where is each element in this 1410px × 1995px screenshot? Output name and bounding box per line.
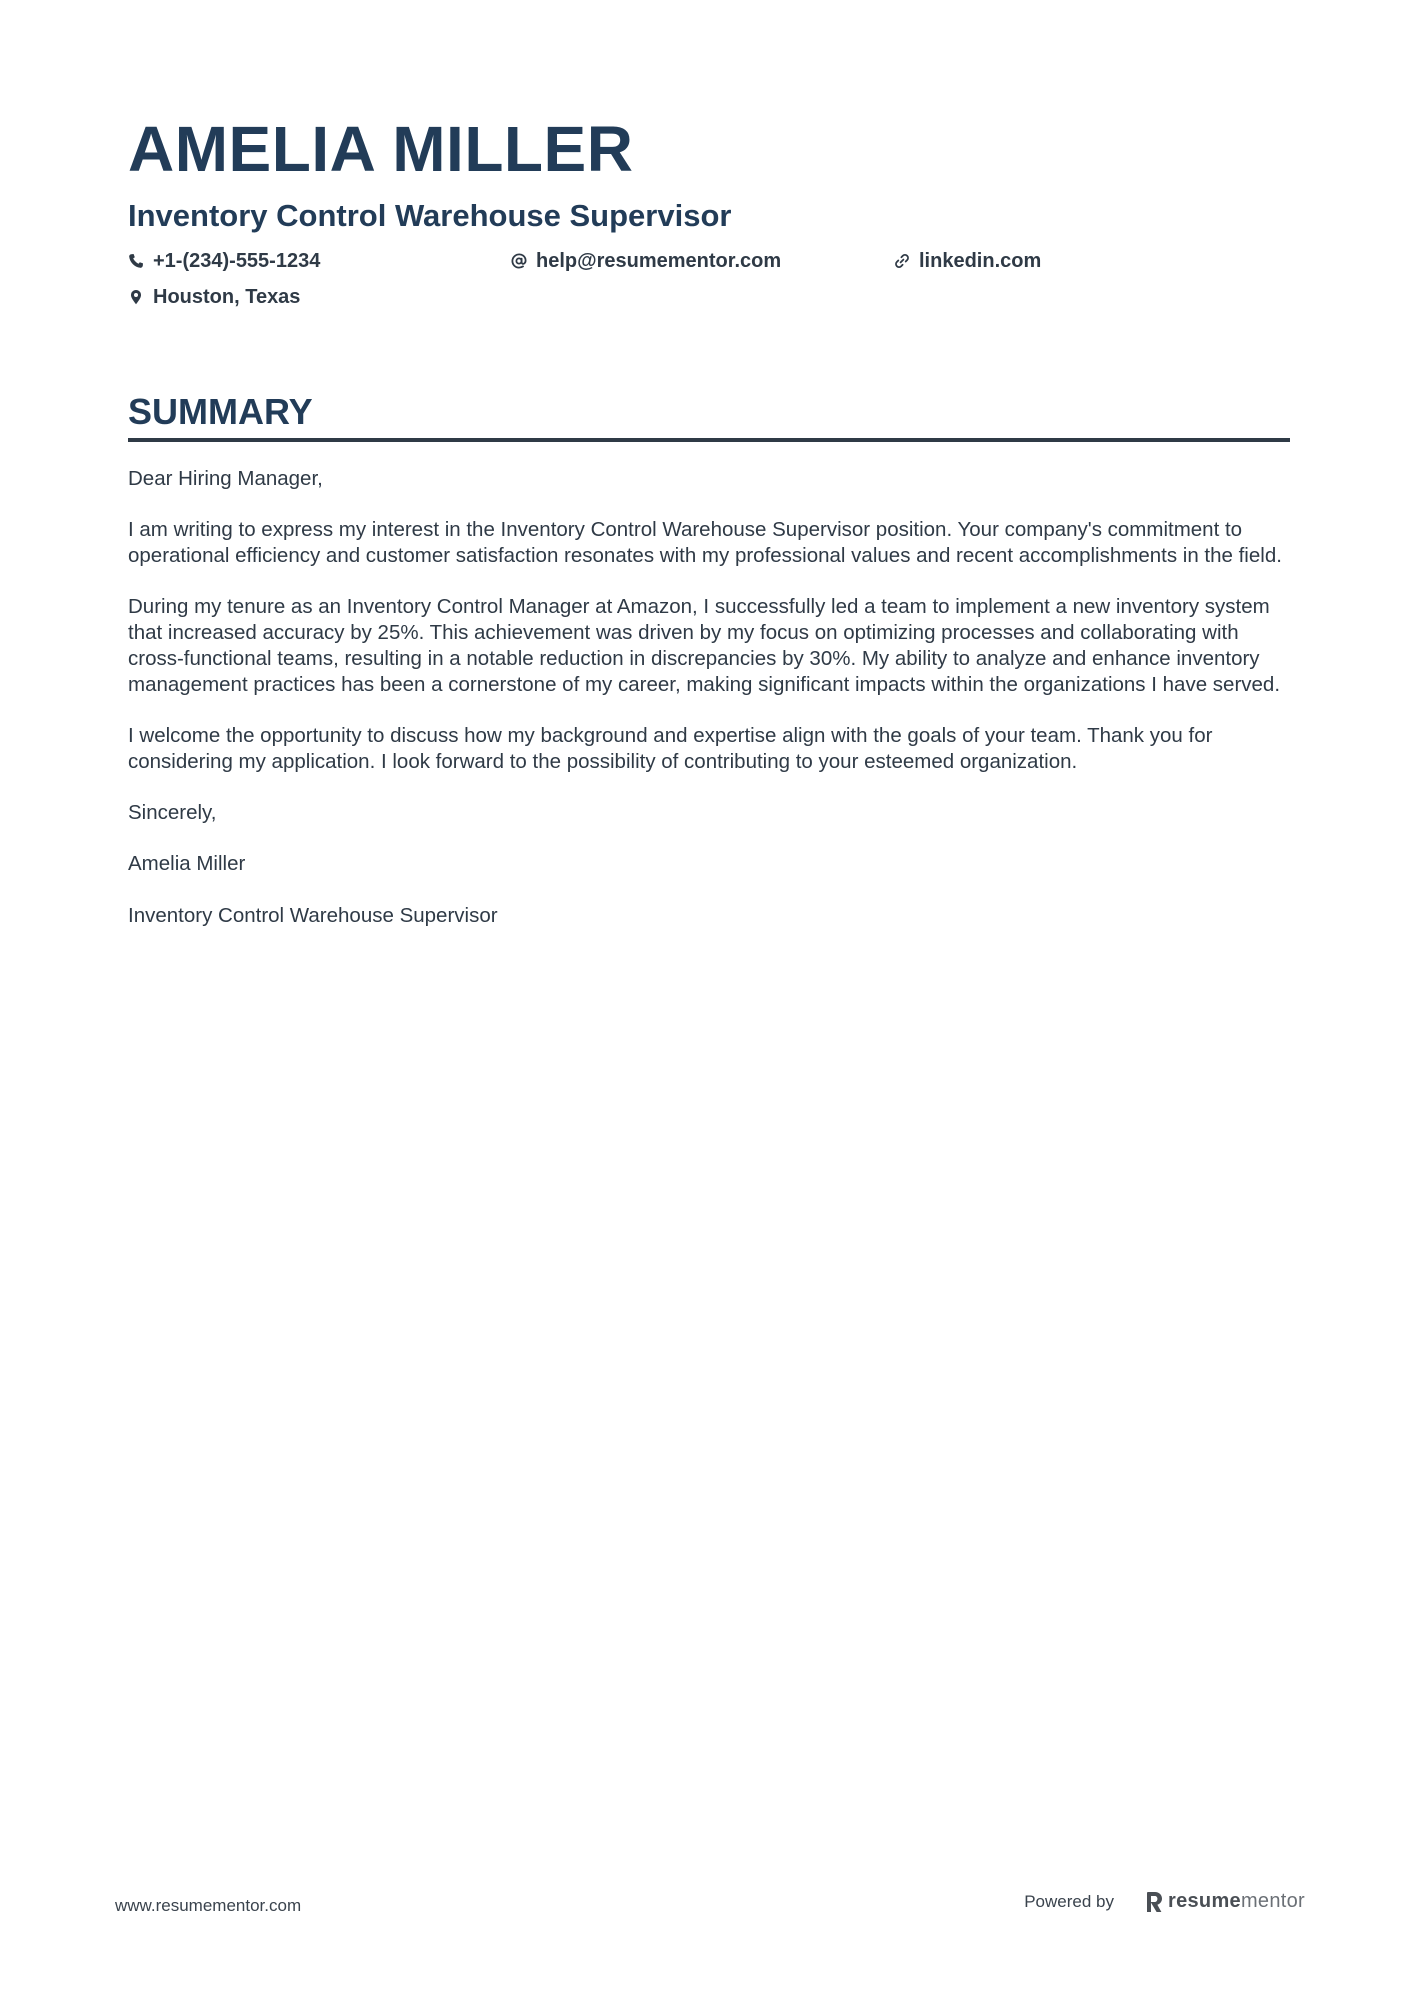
contact-location — [128, 282, 511, 312]
letter-paragraph: I am writing to express my interest in the Inventory Control Warehouse Supervisor position. Your company's commitment to operational efficiency and customer satisfaction resonates with my professional values and recent accomplishments in the field. — [128, 518, 1282, 568]
brand-mark-icon — [1146, 1891, 1163, 1913]
section-heading: SUMMARY — [128, 390, 1290, 442]
cover-letter-body — [128, 466, 1290, 929]
salutation: Dear Hiring Manager, — [128, 467, 323, 490]
powered-by-label: Powered by — [1024, 1891, 1114, 1911]
contact-info — [128, 246, 1290, 312]
footer-url[interactable]: www.resumementor.com — [115, 1896, 302, 1915]
signature-title: Inventory Control Warehouse Supervisor — [128, 903, 498, 927]
signature-name: Amelia Miller — [128, 852, 246, 876]
resume-page — [128, 110, 1290, 954]
brand-name-light: mentor — [1240, 1890, 1305, 1912]
candidate-name: AMELIA MILLER — [128, 113, 634, 185]
letter-paragraph: During my tenure as an Inventory Control Manager at Amazon, I successfully led a team to implement a new inventory system that increased accuracy by 25%. This achievement was driven by my focus on optimizing processes and collaborating with cross-functional teams, resulting in a notable reduction in discrepancies by 30%. My ability to analyze and enhance inventory management practices has been a cornerstone of my career, making significant impacts within the organizations I have served. — [128, 595, 1281, 696]
page-footer — [115, 1888, 1305, 1918]
phone-number: +1-(234)-555-1234 — [153, 250, 321, 272]
powered-by — [1024, 1890, 1305, 1913]
location-text: Houston, Texas — [153, 286, 301, 308]
contact-phone — [128, 246, 511, 276]
email-address[interactable]: help@resumementor.com — [536, 250, 782, 272]
at-icon — [511, 253, 527, 269]
letter-paragraph: I welcome the opportunity to discuss how my background and expertise align with the goals of your team. Thank you for considering my application. I look forward to the possibility of contributing to your esteemed organization. — [128, 723, 1213, 773]
link-icon — [894, 253, 910, 269]
summary-section — [128, 390, 1290, 929]
website-link[interactable]: linkedin.com — [919, 250, 1042, 272]
contact-website — [894, 246, 1277, 276]
location-pin-icon — [128, 289, 144, 305]
closing: Sincerely, — [128, 801, 217, 825]
contact-email — [511, 246, 894, 276]
brand-name-strong: resume — [1168, 1890, 1241, 1912]
job-title: Inventory Control Warehouse Supervisor — [128, 198, 732, 233]
phone-icon — [128, 253, 144, 269]
brand-logo[interactable] — [1146, 1890, 1305, 1913]
